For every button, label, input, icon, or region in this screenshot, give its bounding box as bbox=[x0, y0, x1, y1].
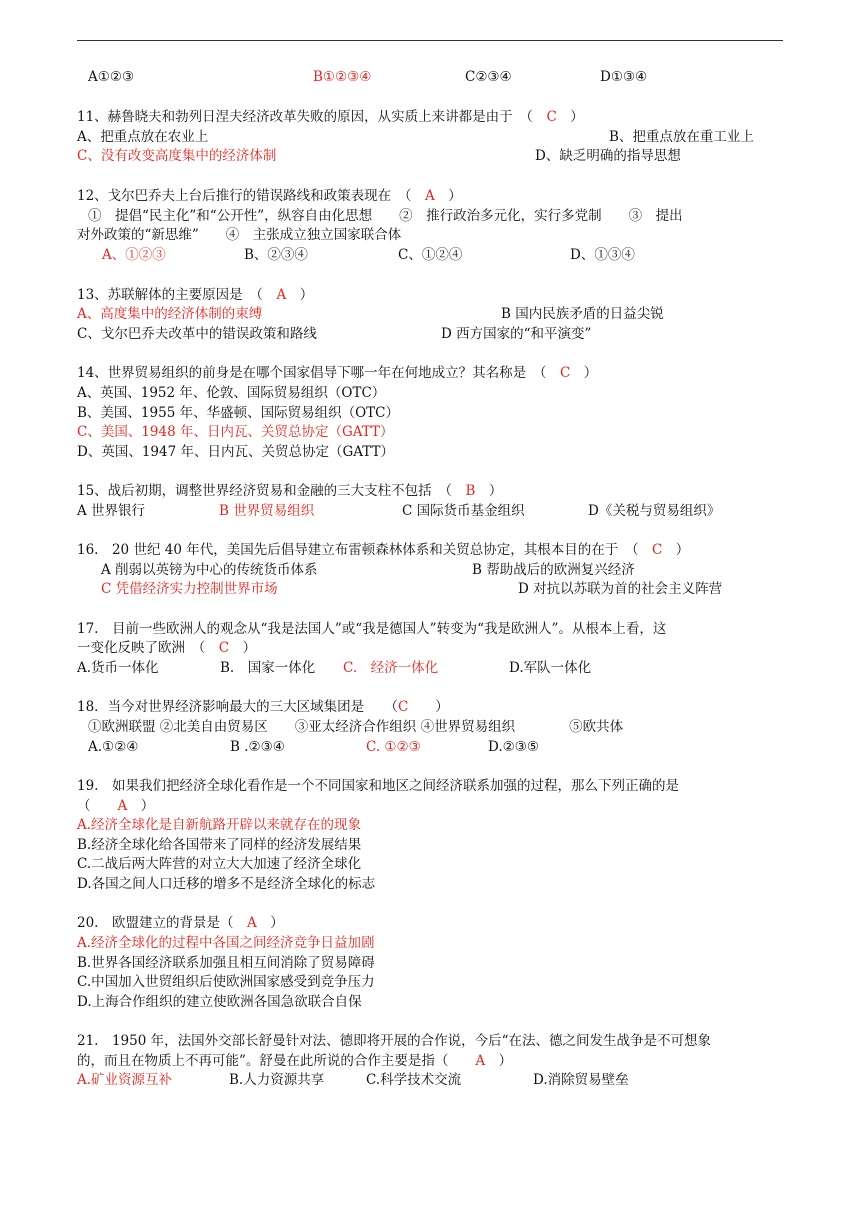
text-fragment: ） bbox=[256, 915, 284, 931]
text-fragment: ） bbox=[485, 1053, 513, 1069]
q21-answer: A bbox=[475, 1053, 486, 1069]
q10-option-d: D①③④ bbox=[600, 69, 648, 85]
q16-option-a: A 削弱以英镑为中心的传统货币体系 bbox=[101, 562, 318, 578]
q14-option-b: B、美国、1955 年、华盛顿、国际贸易组织（OTC） bbox=[77, 405, 399, 421]
q11-option-d: D、缺乏明确的指导思想 bbox=[535, 148, 681, 164]
q20-option-d: D.上海合作组织的建立使欧洲各国急欲联合自保 bbox=[77, 994, 362, 1010]
q12-answer: A bbox=[424, 188, 435, 204]
q16-stem bbox=[77, 541, 689, 559]
text-fragment: ） bbox=[242, 640, 257, 656]
q19-answer: A bbox=[117, 798, 128, 814]
text-fragment: 14、世界贸易组织的前身是在哪个国家倡导下哪一年在何地成立？其名称是 （ bbox=[77, 365, 547, 381]
q20-option-c: C.中国加入世贸组织后使欧洲国家感受到竞争压力 bbox=[77, 974, 375, 990]
q14-option-a: A、英国、1952 年、伦敦、国际贸易组织（OTC） bbox=[77, 385, 386, 401]
q15-stem bbox=[77, 482, 502, 500]
q21-option-c: C.科学技术交流 bbox=[366, 1072, 462, 1088]
q10-option-c: C②③④ bbox=[465, 69, 512, 85]
text-fragment: 13、苏联解体的主要原因是 （ bbox=[77, 287, 263, 303]
q15-option-b: B 世界贸易组织 bbox=[219, 503, 315, 519]
text-fragment: 12、戈尔巴乔夫上台后推行的错误路线和政策表现在 （ bbox=[77, 188, 412, 204]
q12-stem bbox=[77, 187, 462, 205]
q14-answer: C bbox=[559, 365, 571, 381]
q11-option-a: A、把重点放在农业上 bbox=[77, 129, 209, 145]
text-fragment: ） bbox=[583, 365, 598, 381]
q13-stem bbox=[77, 286, 313, 304]
q17-option-c: C. 经济一体化 bbox=[343, 660, 439, 676]
q21-option-d: D.消除贸易壁垒 bbox=[533, 1072, 629, 1088]
q17-option-d: D.军队一体化 bbox=[509, 660, 592, 676]
q12-option-b: B、②③④ bbox=[244, 247, 308, 263]
q19-option-d: D.各国之间人口迁移的增多不是经济全球化的标志 bbox=[77, 876, 376, 892]
q12-item-line-2: 对外政策的“新思维” ④ 主张成立独立国家联合体 bbox=[77, 227, 402, 243]
q18-stem bbox=[77, 698, 449, 716]
q15-option-d: D《关税与贸易组织》 bbox=[588, 503, 721, 519]
q10-option-a: A①②③ bbox=[88, 69, 135, 85]
q12-option-d: D、①③④ bbox=[570, 247, 635, 263]
q11-answer: C bbox=[546, 109, 557, 125]
q11-option-c: C、没有改变高度集中的经济体制 bbox=[77, 148, 277, 164]
text-fragment: ） bbox=[299, 287, 314, 303]
q20-option-a: A.经济全球化的过程中各国之间经济竞争日益加剧 bbox=[77, 935, 375, 951]
q21-option-b: B.人力资源共享 bbox=[229, 1072, 325, 1088]
q15-option-c: C 国际货币基金组织 bbox=[402, 503, 525, 519]
text-fragment: ） bbox=[570, 109, 584, 125]
q11-stem bbox=[77, 108, 584, 126]
text-fragment: （ bbox=[77, 798, 118, 814]
text-fragment: 16. 20 世纪 40 年代，美国先后倡导建立布雷顿森林体系和关贸总协定，其根本目的在于 （ bbox=[77, 542, 639, 558]
q11-option-b: B、把重点放在重工业上 bbox=[609, 129, 754, 145]
text-fragment: 的，而且在物质上不再可能”。舒曼在此所说的合作主要是指（ bbox=[77, 1053, 476, 1069]
text-fragment: ） bbox=[448, 188, 462, 204]
q16-option-c: C 凭借经济实力控制世界市场 bbox=[101, 581, 278, 597]
q10-option-b: B①②③④ bbox=[313, 69, 372, 85]
q19-option-a: A.经济全球化是自新航路开辟以来就存在的现象 bbox=[77, 817, 362, 833]
q21-stem-line-1: 21. 1950 年，法国外交部长舒曼针对法、德即将开展的合作说，今后“在法、德之间发生战争是不可想象 bbox=[77, 1033, 712, 1049]
q18-answer: C bbox=[397, 699, 409, 715]
q17-stem-line-2 bbox=[77, 639, 256, 657]
q15-answer: B bbox=[465, 483, 476, 499]
q13-option-b: B 国内民族矛盾的日益尖锐 bbox=[501, 306, 664, 322]
q17-option-b: B. 国家一体化 bbox=[220, 660, 316, 676]
q14-stem bbox=[77, 364, 597, 382]
q20-answer: A bbox=[246, 915, 257, 931]
q21-stem-line-2 bbox=[77, 1052, 512, 1070]
q12-option-c: C、①②④ bbox=[398, 247, 463, 263]
q20-stem bbox=[77, 914, 284, 932]
q19-stem-line-2 bbox=[77, 797, 154, 815]
q19-stem-line-1: 19. 如果我们把经济全球化看作是一个不同国家和地区之间经济联系加强的过程，那么下列正确的是 bbox=[77, 778, 679, 794]
q18-option-a: A.①②④ bbox=[88, 739, 139, 755]
q14-option-d: D、英国、1947 年、日内瓦、关贸总协定（GATT） bbox=[77, 444, 395, 460]
q13-option-a: A、高度集中的经济体制的束缚 bbox=[77, 306, 263, 322]
text-fragment: ） bbox=[675, 542, 690, 558]
q12-option-a: A、①②③ bbox=[102, 247, 166, 263]
header-rule bbox=[77, 40, 783, 41]
text-fragment: ） bbox=[140, 798, 155, 814]
text-fragment: 20. 欧盟建立的背景是（ bbox=[77, 915, 247, 931]
q18-option-b: B .②③④ bbox=[230, 739, 285, 755]
q17-answer: C bbox=[218, 640, 230, 656]
q16-option-d: D 对抗以苏联为首的社会主义阵营 bbox=[518, 581, 723, 597]
q19-option-c: C.二战后两大阵营的对立大大加速了经济全球化 bbox=[77, 856, 362, 872]
q16-option-b: B 帮助战后的欧洲复兴经济 bbox=[472, 562, 635, 578]
q19-option-b: B.经济全球化给各国带来了同样的经济发展结果 bbox=[77, 837, 362, 853]
q17-option-a: A.货币一体化 bbox=[77, 660, 159, 676]
text-fragment: 一变化反映了欧洲 （ bbox=[77, 640, 206, 656]
q15-option-a: A 世界银行 bbox=[77, 503, 146, 519]
q13-option-c: C、戈尔巴乔夫改革中的错误政策和路线 bbox=[77, 326, 317, 342]
q16-answer: C bbox=[651, 542, 663, 558]
q13-option-d: D 西方国家的“和平演变” bbox=[441, 326, 592, 342]
q20-option-b: B.世界各国经济联系加强且相互间消除了贸易障碍 bbox=[77, 955, 375, 971]
text-fragment: ） bbox=[488, 483, 503, 499]
q12-item-line-1: ① 提倡“民主化”和“公开性”，纵容自由化思想 ② 推行政治多元化，实行多党制 ③ 提出 bbox=[88, 208, 683, 224]
text-fragment: ） bbox=[435, 699, 449, 715]
q17-stem-line-1: 17. 目前一些欧洲人的观念从“我是法国人”或“我是德国人”转变为“我是欧洲人”。从根本上看，这 bbox=[77, 621, 667, 637]
q21-option-a: A.矿业资源互补 bbox=[77, 1072, 173, 1088]
q18-item-line: ①欧洲联盟 ②北美自由贸易区 ③亚太经济合作组织 ④世界贸易组织 ⑤欧共体 bbox=[88, 719, 624, 735]
q13-answer: A bbox=[276, 287, 287, 303]
q14-option-c: C、美国、1948 年、日内瓦、关贸总协定（GATT） bbox=[77, 424, 394, 440]
q18-option-d: D.②③⑤ bbox=[488, 739, 539, 755]
text-fragment: 18．当今对世界经济影响最大的三大区域集团是 （ bbox=[77, 699, 398, 715]
text-fragment: 15、战后初期，调整世界经济贸易和金融的三大支柱不包括 （ bbox=[77, 483, 452, 499]
q18-option-c: C. ①②③ bbox=[366, 739, 421, 755]
text-fragment: 11、赫鲁晓夫和勃列日涅夫经济改革失败的原因，从实质上来讲都是由于 （ bbox=[77, 109, 533, 125]
